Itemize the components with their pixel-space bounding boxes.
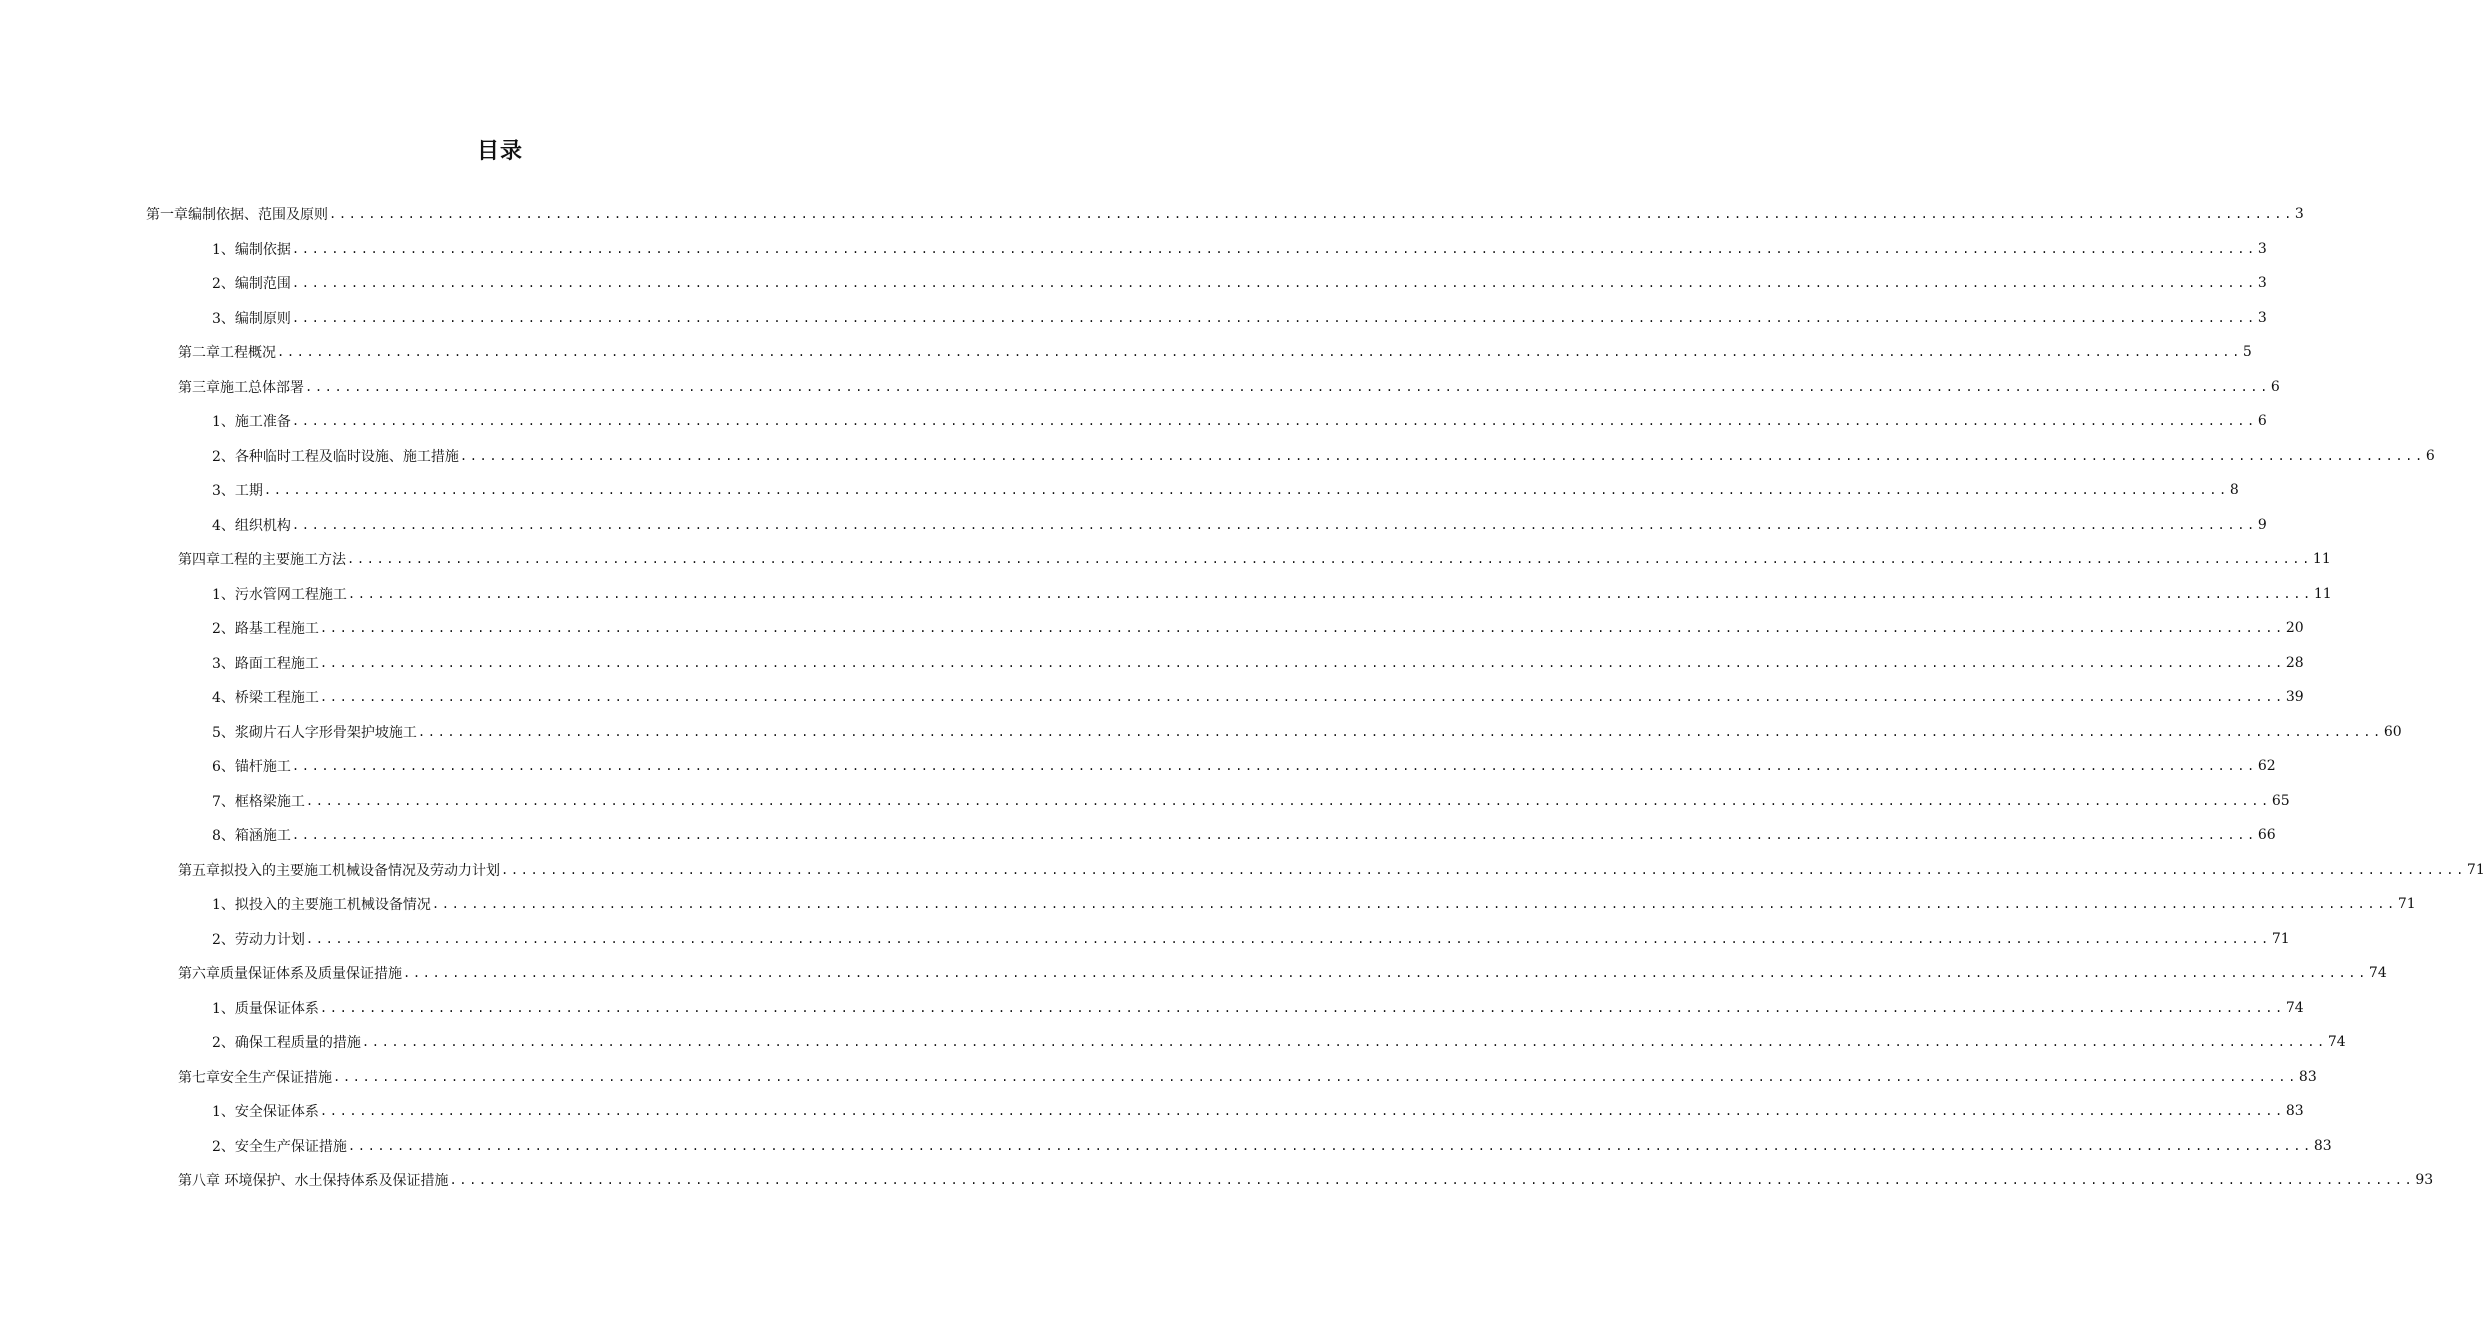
- toc-leader-dots: ........................................................................................................................................................................................................: [305, 931, 2271, 946]
- toc-entry-page-number: 8: [2229, 482, 2239, 498]
- toc-entry-page-number: 3: [2257, 240, 2267, 257]
- toc-entry-label: 3、路面工程施工: [212, 655, 319, 672]
- toc-entry-label: 3、编制原则: [212, 310, 291, 327]
- toc-leader-dots: ........................................................................................................................................................................................................: [319, 1104, 2285, 1118]
- toc-entry-page-number: 74: [2285, 999, 2304, 1016]
- toc-leader-dots: ........................................................................................................................................................................................................: [361, 1035, 2327, 1049]
- toc-title: 目录: [476, 139, 523, 164]
- toc-entry-label: 1、编制依据: [212, 241, 291, 258]
- toc-entry-label: 3、工期: [212, 483, 263, 499]
- toc-entry-page-number: 11: [2313, 585, 2332, 602]
- toc-entry-label: 2、安全生产保证措施: [212, 1138, 347, 1155]
- toc-entry[interactable]: [178, 853, 2485, 887]
- toc-entry[interactable]: [212, 611, 2304, 645]
- toc-entry[interactable]: [212, 715, 2402, 749]
- toc-entry-page-number: 3: [2257, 275, 2267, 291]
- toc-entry-label: 第四章工程的主要施工方法: [178, 552, 346, 568]
- toc-entry[interactable]: [178, 335, 2252, 369]
- toc-entry-page-number: 6: [2270, 378, 2280, 395]
- toc-entry-label: 1、污水管网工程施工: [212, 586, 347, 603]
- toc-entry[interactable]: [178, 1060, 2317, 1094]
- toc-entry[interactable]: [178, 542, 2331, 576]
- toc-entry-page-number: 74: [2368, 965, 2387, 981]
- toc-leader-dots: ........................................................................................................................................................................................................: [347, 552, 2312, 566]
- toc-entry-label: 第一章编制依据、范围及原则: [146, 207, 328, 223]
- toc-entry-label: 2、路基工程施工: [212, 621, 319, 637]
- toc-entry-label: 第八章 环境保护、水土保持体系及保证措施: [178, 1173, 449, 1189]
- toc-entry-label: 第五章拟投入的主要施工机械设备情况及劳动力计划: [178, 862, 500, 879]
- toc-leader-dots: ........................................................................................................................................................................................................: [319, 1000, 2285, 1015]
- toc-entry-label: 2、确保工程质量的措施: [212, 1035, 361, 1051]
- toc-entry[interactable]: [212, 1129, 2332, 1163]
- toc-leader-dots: ........................................................................................................................................................................................................: [263, 483, 2229, 497]
- toc-leader-dots: ........................................................................................................................................................................................................: [305, 793, 2271, 808]
- toc-entry[interactable]: [178, 956, 2387, 990]
- toc-entry-page-number: 74: [2327, 1034, 2346, 1050]
- toc-entry-label: 5、浆砌片石人字形骨架护坡施工: [212, 724, 417, 741]
- toc-entry[interactable]: [212, 473, 2239, 507]
- toc-leader-dots: ........................................................................................................................................................................................................: [291, 241, 2257, 256]
- toc-entry-page-number: 5: [2242, 344, 2252, 360]
- toc-entry-page-number: 11: [2312, 551, 2331, 567]
- toc-entry-label: 第三章施工总体部署: [178, 379, 304, 396]
- toc-entry-label: 第六章质量保证体系及质量保证措施: [178, 966, 402, 982]
- toc-entry[interactable]: [212, 301, 2267, 335]
- toc-entry-label: 8、箱涵施工: [212, 828, 291, 844]
- toc-entry-page-number: 65: [2271, 792, 2290, 809]
- toc-entry[interactable]: [212, 680, 2304, 714]
- toc-leader-dots: ........................................................................................................................................................................................................: [319, 690, 2285, 704]
- toc-leader-dots: ........................................................................................................................................................................................................: [431, 897, 2397, 911]
- toc-leader-dots: ........................................................................................................................................................................................................: [291, 828, 2257, 842]
- toc-entry-label: 第七章安全生产保证措施: [178, 1069, 332, 1086]
- toc-entry[interactable]: [178, 1163, 2434, 1197]
- toc-entry-label: 4、组织机构: [212, 517, 291, 534]
- toc-entry-page-number: 83: [2313, 1137, 2332, 1154]
- toc-entry-page-number: 60: [2383, 723, 2402, 740]
- toc-entry[interactable]: [212, 922, 2290, 956]
- toc-entry[interactable]: [212, 439, 2435, 473]
- toc-leader-dots: ........................................................................................................................................................................................................: [291, 759, 2257, 773]
- toc-leader-dots: ........................................................................................................................................................................................................: [291, 414, 2257, 428]
- toc-entry[interactable]: [212, 646, 2304, 680]
- toc-entry[interactable]: [212, 784, 2290, 818]
- toc-leader-dots: ........................................................................................................................................................................................................: [291, 310, 2257, 325]
- toc-entry-label: 2、各种临时工程及临时设施、施工措施: [212, 448, 459, 465]
- toc-entry-page-number: 3: [2294, 206, 2304, 222]
- toc-entry-page-number: 6: [2425, 447, 2435, 464]
- toc-leader-dots: ........................................................................................................................................................................................................: [449, 1173, 2415, 1187]
- toc-entry-page-number: 9: [2257, 516, 2267, 533]
- toc-entry-label: 2、劳动力计划: [212, 931, 305, 948]
- toc-entry-page-number: 71: [2271, 930, 2290, 947]
- toc-leader-dots: ........................................................................................................................................................................................................: [417, 724, 2383, 739]
- toc-entry[interactable]: [212, 577, 2332, 611]
- toc-entry[interactable]: [212, 749, 2276, 783]
- toc-entry-label: 1、质量保证体系: [212, 1000, 319, 1017]
- toc-entry-label: 7、框格梁施工: [212, 793, 305, 810]
- toc-entry-page-number: 28: [2285, 654, 2304, 671]
- toc-entry-label: 1、施工准备: [212, 414, 291, 430]
- toc-entry-label: 第二章工程概况: [178, 345, 276, 361]
- toc-entry[interactable]: [146, 197, 2304, 231]
- toc-entry[interactable]: [212, 818, 2276, 852]
- toc-leader-dots: ........................................................................................................................................................................................................: [305, 379, 2270, 394]
- toc-entry-page-number: 66: [2257, 827, 2276, 843]
- toc-entry-label: 1、拟投入的主要施工机械设备情况: [212, 897, 431, 913]
- toc-entry[interactable]: [212, 991, 2304, 1025]
- toc-entry-page-number: 3: [2257, 309, 2267, 326]
- toc-entry-label: 6、锚杆施工: [212, 759, 291, 775]
- toc-entry-page-number: 71: [2466, 861, 2485, 878]
- toc-entry-label: 1、安全保证体系: [212, 1104, 319, 1120]
- toc-entry[interactable]: [212, 1094, 2304, 1128]
- toc-leader-dots: ........................................................................................................................................................................................................: [459, 448, 2425, 463]
- toc-entry-page-number: 6: [2257, 413, 2267, 429]
- toc-leader-dots: ........................................................................................................................................................................................................: [291, 517, 2257, 532]
- toc-entry[interactable]: [212, 887, 2416, 921]
- toc-entry-page-number: 93: [2415, 1172, 2434, 1188]
- toc-entry[interactable]: [212, 266, 2267, 300]
- toc-entry[interactable]: [212, 404, 2267, 438]
- toc-entry-label: 2、编制范围: [212, 276, 291, 292]
- toc-leader-dots: ........................................................................................................................................................................................................: [329, 207, 2294, 221]
- toc-entry-label: 4、桥梁工程施工: [212, 690, 319, 706]
- toc-entry[interactable]: [178, 370, 2280, 404]
- toc-entry[interactable]: [212, 508, 2267, 542]
- toc-leader-dots: ........................................................................................................................................................................................................: [403, 966, 2368, 980]
- toc-entry-page-number: 83: [2285, 1103, 2304, 1119]
- toc-leader-dots: ........................................................................................................................................................................................................: [277, 345, 2242, 359]
- toc-entry-page-number: 83: [2298, 1068, 2317, 1085]
- toc-entry-page-number: 39: [2285, 689, 2304, 705]
- toc-leader-dots: ........................................................................................................................................................................................................: [319, 655, 2285, 670]
- toc-leader-dots: ........................................................................................................................................................................................................: [291, 276, 2257, 290]
- toc-leader-dots: ........................................................................................................................................................................................................: [501, 862, 2466, 877]
- toc-entry[interactable]: [212, 232, 2267, 266]
- toc-entry-page-number: 20: [2285, 620, 2304, 636]
- toc-entry[interactable]: [212, 1025, 2346, 1059]
- toc-entry-page-number: 62: [2257, 758, 2276, 774]
- toc-leader-dots: ........................................................................................................................................................................................................: [347, 1138, 2313, 1153]
- toc-leader-dots: ........................................................................................................................................................................................................: [347, 586, 2313, 601]
- toc-leader-dots: ........................................................................................................................................................................................................: [333, 1069, 2298, 1084]
- toc-leader-dots: ........................................................................................................................................................................................................: [319, 621, 2285, 635]
- toc-entry-page-number: 71: [2397, 896, 2416, 912]
